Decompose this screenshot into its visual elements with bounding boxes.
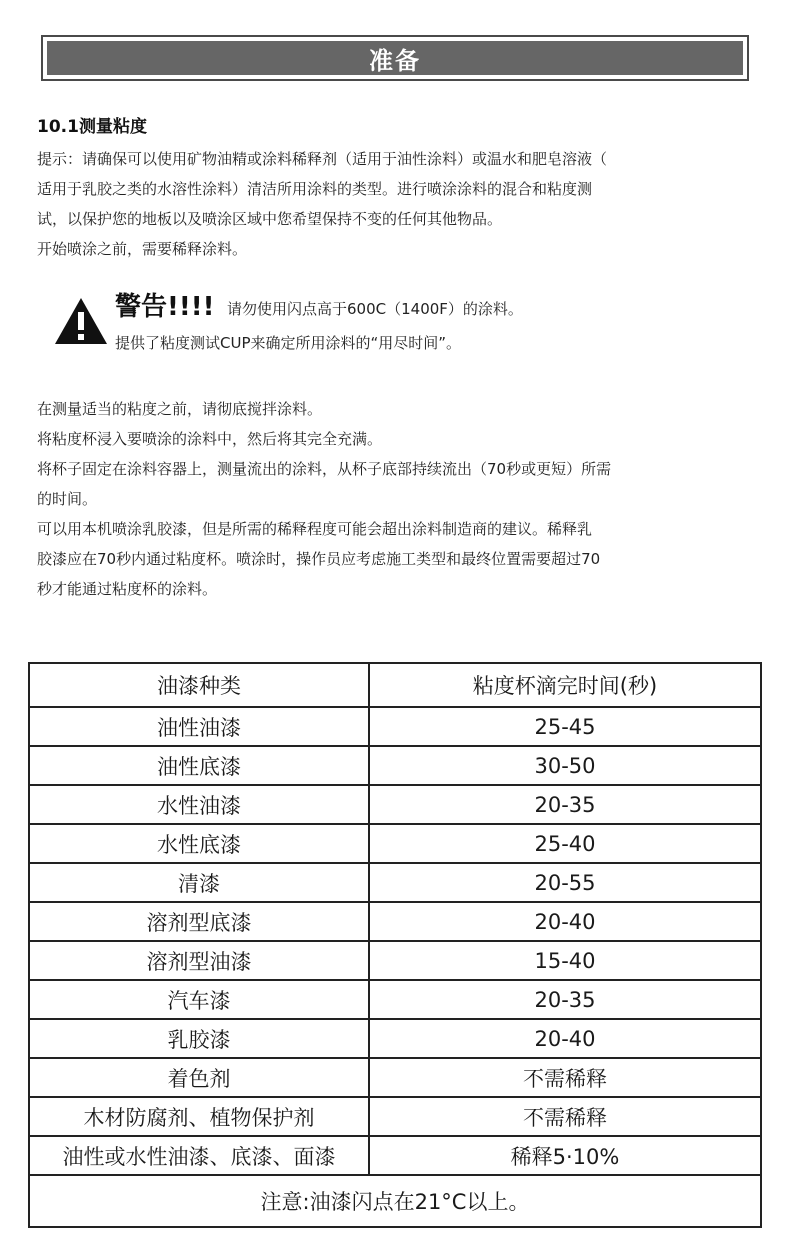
drain-time-cell: 20-55 [369,863,761,902]
drain-time-cell: 15-40 [369,941,761,980]
column-header-paint-type: 油漆种类 [29,663,369,707]
paint-type-cell: 油性油漆 [29,707,369,746]
table-note: 注意:油漆闪点在21°C以上。 [29,1175,761,1227]
table-row [29,707,761,746]
table-note-row [29,1175,761,1227]
instructions-paragraph [37,394,757,604]
paint-type-cell: 汽车漆 [29,980,369,1019]
drain-time-cell: 稀释5·10% [369,1136,761,1175]
warning-title: 警告!!!! [115,292,215,322]
paint-type-cell: 溶剂型底漆 [29,902,369,941]
warning-block [53,286,753,362]
paint-type-cell: 木材防腐剂、植物保护剂 [29,1097,369,1136]
paint-type-cell: 清漆 [29,863,369,902]
warning-triangle-icon [53,296,109,346]
table-row [29,1019,761,1058]
paint-type-cell: 溶剂型油漆 [29,941,369,980]
banner-title: 准备 [47,41,743,75]
intro-paragraph [37,144,757,264]
drain-time-cell: 20-40 [369,1019,761,1058]
instruction-line: 在测量适当的粘度之前，请彻底搅拌涂料。 [37,400,323,418]
intro-line: 试，以保护您的地板以及喷涂区域中您希望保持不变的任何其他物品。 [37,210,503,228]
table-row [29,785,761,824]
instruction-line: 将杯子固定在涂料容器上，测量流出的涂料，从杯子底部持续流出（70秒或更短）所需 [37,460,612,478]
section-banner [41,35,749,81]
paint-type-cell: 水性底漆 [29,824,369,863]
drain-time-cell: 20-40 [369,902,761,941]
table-row [29,746,761,785]
instruction-line: 的时间。 [37,490,98,508]
section-heading: 10.1测量粘度 [37,117,147,137]
warning-text: 提供了粘度测试CUP来确定所用涂料的“用尽时间”。 [115,334,462,352]
instruction-line: 将粘度杯浸入要喷涂的涂料中，然后将其完全充满。 [37,430,383,448]
column-header-drain-time: 粘度杯滴完时间(秒) [369,663,761,707]
table-row [29,980,761,1019]
instruction-line: 胶漆应在70秒内通过粘度杯。喷涂时，操作员应考虑施工类型和最终位置需要超过70 [37,550,601,568]
warning-text: 请勿使用闪点高于600C（1400F）的涂料。 [227,300,523,318]
table-row [29,863,761,902]
table-row [29,1058,761,1097]
intro-line: 适用于乳胶之类的水溶性涂料）清洁所用涂料的类型。进行喷涂涂料的混合和粘度测 [37,180,593,198]
paint-type-cell: 水性油漆 [29,785,369,824]
drain-time-cell: 30-50 [369,746,761,785]
intro-line: 提示：请确保可以使用矿物油精或涂料稀释剂（适用于油性涂料）或温水和肥皂溶液（ [37,150,608,168]
paint-type-cell: 着色剂 [29,1058,369,1097]
table-row [29,824,761,863]
paint-type-cell: 油性或水性油漆、底漆、面漆 [29,1136,369,1175]
drain-time-cell: 25-40 [369,824,761,863]
table-row [29,902,761,941]
table-header-row [29,663,761,707]
table-row [29,941,761,980]
paint-type-cell: 油性底漆 [29,746,369,785]
table-row [29,1097,761,1136]
drain-time-cell: 不需稀释 [369,1058,761,1097]
drain-time-cell: 20-35 [369,980,761,1019]
table-row [29,1136,761,1175]
paint-type-cell: 乳胶漆 [29,1019,369,1058]
instruction-line: 秒才能通过粘度杯的涂料。 [37,580,218,598]
intro-line: 开始喷涂之前，需要稀释涂料。 [37,240,248,258]
viscosity-table [28,662,762,1228]
instruction-line: 可以用本机喷涂乳胶漆，但是所需的稀释程度可能会超出涂料制造商的建议。稀释乳 [37,520,593,538]
drain-time-cell: 不需稀释 [369,1097,761,1136]
drain-time-cell: 25-45 [369,707,761,746]
drain-time-cell: 20-35 [369,785,761,824]
